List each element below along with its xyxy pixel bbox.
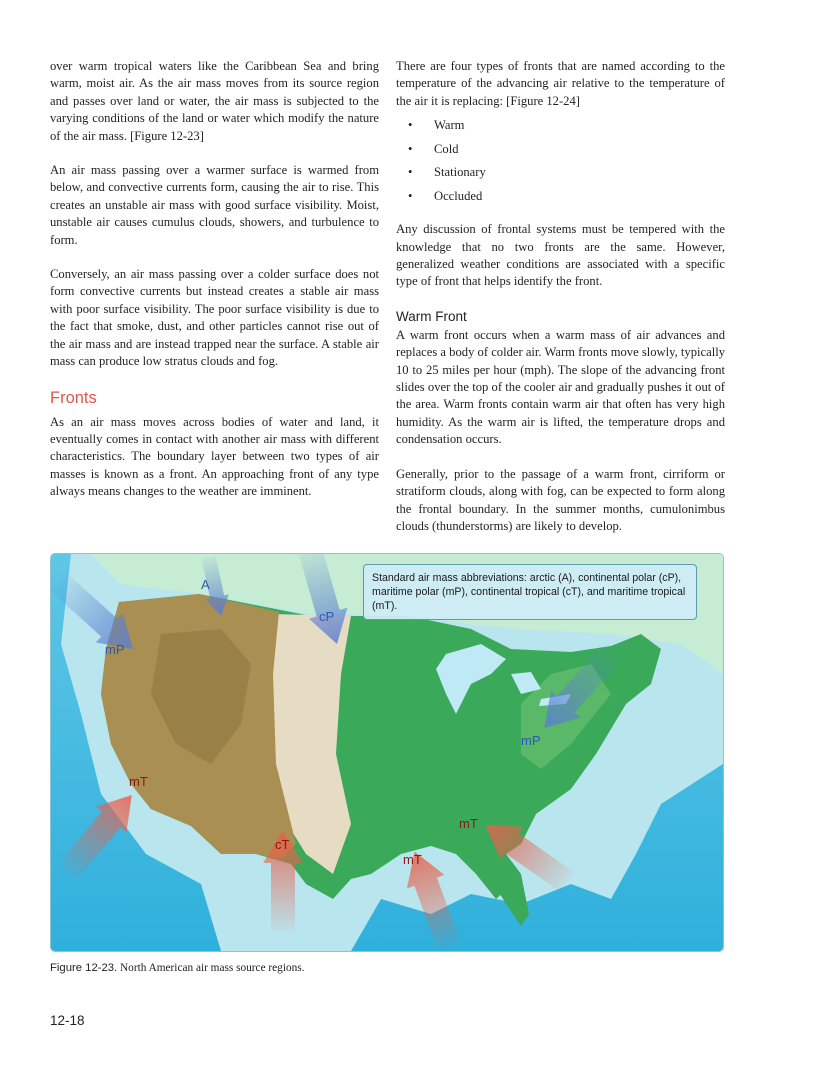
caption-label: Figure 12-23. bbox=[50, 962, 118, 974]
paragraph-warm-front-clouds: Generally, prior to the passage of a warm front, cirriform or stratiform clouds, along with fog, can be expected to form along the frontal boundary. In the summer months, cumulonimbus clouds (thunderstorms) are likely to develop. bbox=[396, 466, 725, 533]
air-mass-map-figure bbox=[50, 553, 724, 952]
front-types-list bbox=[396, 114, 725, 208]
paragraph-colder-surface: Conversely, an air mass passing over a colder surface does not form convective currents but instead creates a stable air mass with poor surface visibility. The poor surface visibility is due to the fact that smoke, dust, and other particles cannot rise out of the air mass and are instead trapped near the surface. A stable air mass can produce low stratus clouds and fog. bbox=[50, 267, 379, 369]
paragraph-warmer-surface: An air mass passing over a warmer surface is warmed from below, and convective currents form, causing the air to rise. This creates an unstable air mass with good surface visibility. Moist, unstable air causes cumulus clouds, showers, and turbulence to form. bbox=[50, 163, 379, 247]
list-item: • Stationary bbox=[396, 161, 725, 185]
paragraph-frontal-systems: Any discussion of frontal systems must be tempered with the knowledge that no two fronts are the same. However, generalized weather conditions are associated with a specific type of front that helps identify the front. bbox=[396, 222, 725, 289]
label-maritime-tropical-west: mT bbox=[129, 774, 148, 789]
air-mass-legend: Standard air mass abbreviations: arctic (A), continental polar (cP), maritime polar (mP), continental tropical (cT), and maritime tropical (mT). bbox=[363, 564, 697, 620]
list-item: • Warm bbox=[396, 114, 725, 138]
label-maritime-tropical-gulf: mT bbox=[403, 852, 422, 867]
label-arctic: A bbox=[201, 577, 210, 592]
figure-caption bbox=[50, 962, 305, 974]
label-maritime-polar-east: mP bbox=[521, 733, 541, 748]
paragraph-source-region: over warm tropical waters like the Caribbean Sea and bring warm, moist air. As the air mass moves from its source region and passes over land or water, the air mass is subjected to the varying conditions of the land or water which modify the nature of the air mass. [Figure 12-23] bbox=[50, 59, 379, 143]
paragraph-warm-front: A warm front occurs when a warm mass of air advances and replaces a body of colder air. Warm fronts move slowly, typically 10 to 25 miles per hour (mph). The slope of the advancing front slides over the top of the cooler air and gradually pushes it out of the area. Warm fronts contain warm air that often has very high humidity. As the warm air is lifted, the temperature drops and condensation occurs. bbox=[396, 327, 725, 447]
label-continental-tropical: cT bbox=[275, 837, 290, 852]
list-item: • Occluded bbox=[396, 185, 725, 209]
fronts-heading: Fronts bbox=[50, 388, 97, 407]
label-maritime-tropical-atlantic: mT bbox=[459, 816, 478, 831]
left-column bbox=[50, 58, 379, 518]
caption-text: North American air mass source regions. bbox=[117, 962, 305, 974]
list-item: • Cold bbox=[396, 138, 725, 162]
paragraph-fronts: As an air mass moves across bodies of water and land, it eventually comes in contact with another air mass with different characteristics. The boundary layer between two types of air masses is known as a front. An approaching front of any type always means changes to the weather are imminent. bbox=[50, 414, 379, 499]
page-number: 12-18 bbox=[50, 1013, 85, 1028]
label-continental-polar: cP bbox=[319, 609, 335, 624]
right-column bbox=[396, 58, 725, 552]
paragraph-front-types: There are four types of fronts that are named according to the temperature of the advancing air relative to the temperature of the air it is replacing: [Figure 12-24] bbox=[396, 59, 725, 108]
warm-front-heading: Warm Front bbox=[396, 308, 467, 324]
label-maritime-polar-west: mP bbox=[105, 642, 125, 657]
